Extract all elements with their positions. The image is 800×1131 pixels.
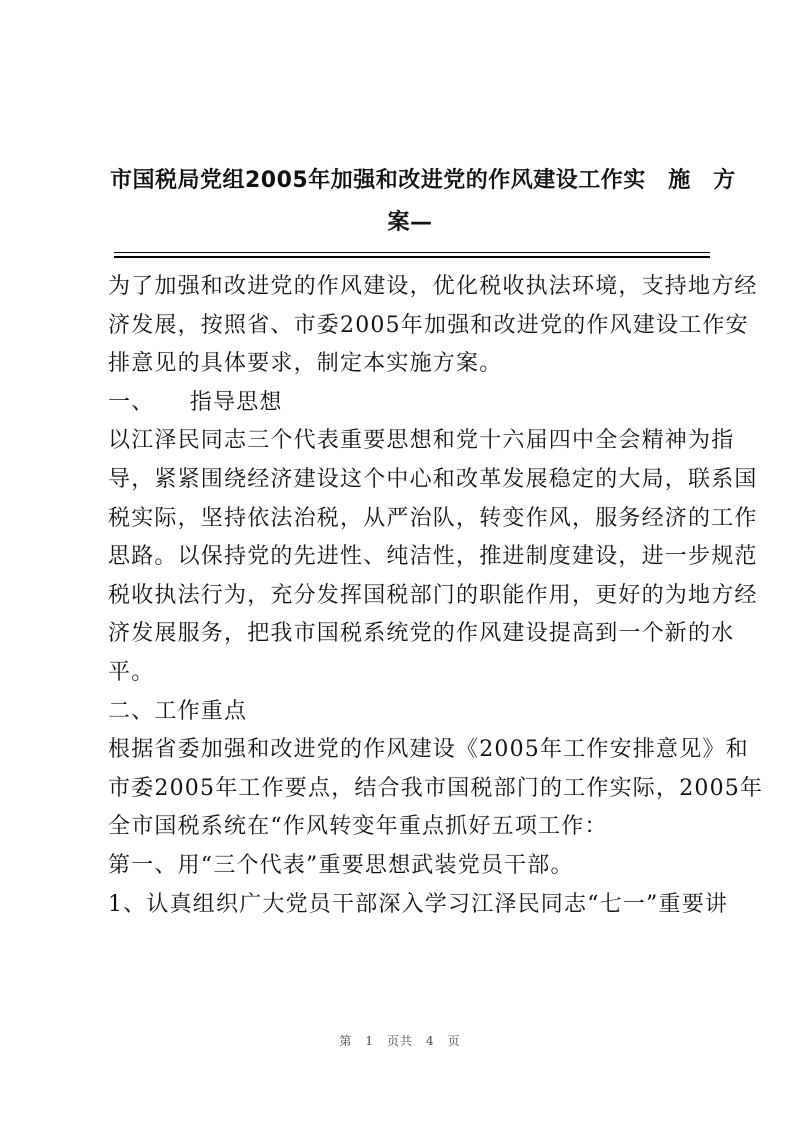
body-line: 济发展，按照省、市委2005年加强和改进党的作风建设工作安 (108, 312, 749, 338)
document-body (108, 268, 764, 924)
body-line: 税收执法行为，充分发挥国税部门的职能作用，更好的为地方经 (108, 582, 758, 608)
body-line: 济发展服务，把我市国税系统党的作风建设提高到一个新的水 (108, 621, 735, 647)
body-line: 排意见的具体要求，制定本实施方案。 (108, 351, 503, 377)
body-line: 第一、用“三个代表”重要思想武装党员干部。 (108, 852, 574, 878)
document-title-line-1: 市国税局党组2005年加强和改进党的作风建设工作实 施 方 (110, 168, 736, 193)
body-line: 全市国税系统在“作风转变年重点抓好五项工作： (108, 814, 608, 840)
document-title-line-2: 案— (387, 210, 433, 235)
body-line: 根据省委加强和改进党的作风建设《2005年工作安排意见》和 (108, 737, 749, 763)
body-line: 为了加强和改进党的作风建设，优化税收执法环境，支持地方经 (108, 274, 758, 299)
body-line: 市委2005年工作要点，结合我市国税部门的工作实际，2005年 (108, 775, 764, 801)
body-line: 导，紧紧围绕经济建设这个中心和改革发展稳定的大局，联系国 (108, 466, 758, 492)
body-line: 平。 (108, 659, 155, 685)
body-line: 以江泽民同志三个代表重要思想和党十六届四中全会精神为指 (108, 428, 735, 454)
body-line: 税实际，坚持依法治税，从严治队，转变作风，服务经济的工作 (108, 505, 758, 531)
title-divider-thick (114, 256, 710, 258)
section-heading: 二、工作重点 (108, 698, 248, 724)
body-line: 思路。以保持党的先进性、纯洁性，推进制度建设，进一步规范 (108, 544, 758, 570)
title-divider-thin (114, 252, 710, 253)
section-heading: 一、 指导思想 (108, 389, 283, 415)
body-line: 1、认真组织广大党员干部深入学习江泽民同志“七一”重要讲 (108, 891, 729, 917)
page-footer: 第 1 页共 4 页 (339, 1034, 461, 1048)
